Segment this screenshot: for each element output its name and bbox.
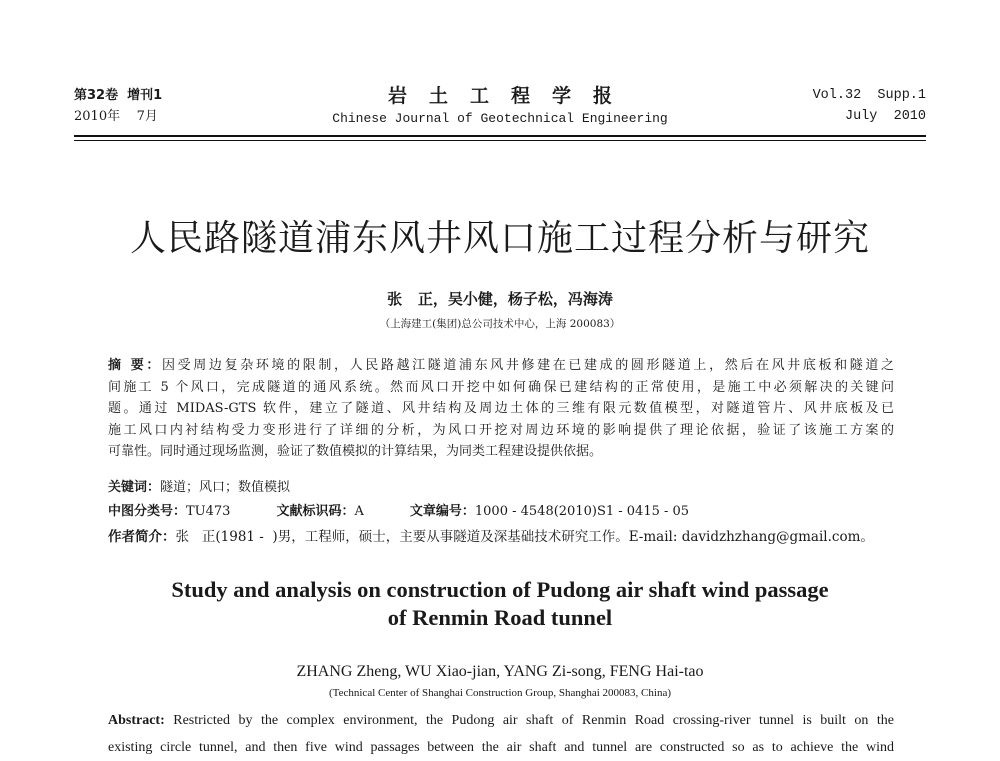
classification-line [108, 502, 908, 522]
authors-cn: 张 正，吴小健，杨子松，冯海涛 [387, 290, 613, 308]
author-bio-value: 张 正(1981 - )男，工程师，硕士，主要从事隧道及深基础技术研究工作。E-mail: davidzhzhang@gmail.com。 [175, 529, 874, 545]
paper-title-cn: 人民路隧道浦东风井风口施工过程分析与研究 [129, 218, 870, 259]
volume-cn: 第32卷 增刊1 [74, 88, 163, 103]
paper-title-en [0, 576, 1000, 632]
abstract-cn-line-2: 间施工 5 个风口，完成隧道的通风系统。然而风口开挖中如何确保已建结构的正常使用，是施工中必须解决的关键问 [108, 379, 894, 395]
abstract-en-label: Abstract: [108, 713, 165, 728]
abstract-cn-label: 摘 要： [108, 358, 163, 373]
volume-en: Vol.32 Supp.1 [812, 88, 926, 103]
journal-name-en-wrap [74, 107, 926, 129]
journal-header [74, 86, 926, 126]
date-cn: 2010年 7月 [74, 109, 158, 124]
header-rule-thick [74, 135, 926, 137]
abstract-en-line-1 [108, 707, 894, 734]
abstract-cn-line-1 [108, 355, 894, 377]
title-en-line-2: of Renmin Road tunnel [387, 605, 613, 630]
article-no-label: 文章编号： [409, 504, 475, 519]
abstract-cn-line-4: 施工风口内衬结构受力变形进行了详细的分析，为风口开挖对周边环境的影响提供了理论依据，验证了该施工方案的 [108, 422, 894, 438]
header-row-2 [74, 107, 926, 127]
affiliation-en: (Technical Center of Shanghai Construction Group, Shanghai 200083, China) [329, 687, 671, 699]
keywords-label: 关键词： [108, 480, 161, 495]
clc-value: TU473 [186, 504, 231, 519]
abstract-cn [108, 355, 894, 463]
journal-name-en: Chinese Journal of Geotechnical Engineering [332, 111, 668, 126]
doc-code-value: A [354, 504, 364, 519]
keywords-cn [108, 478, 908, 498]
abstract-en-line-2: existing circle tunnel, and then five wind passages between the air shaft and tunnel are constructed so as to achieve the wind [108, 740, 894, 755]
abstract-en [108, 707, 894, 761]
abstract-cn-line-3: 题。通过 MIDAS-GTS 软件，建立了隧道、风井结构及周边土体的三维有限元数值模型，对隧道管片、风井底板及已 [108, 401, 894, 416]
author-bio-label: 作者简介： [108, 529, 176, 545]
abstract-cn-text-1: 因受周边复杂环境的限制，人民路越江隧道浦东风井修建在已建成的圆形隧道上，然后在风井底板和隧道之 [162, 358, 894, 373]
doc-code-label: 文献标识码： [276, 504, 355, 519]
abstract-cn-line-5: 可靠性。同时通过现场监测，验证了数值模拟的计算结果，为同类工程建设提供依据。 [108, 444, 603, 459]
journal-name-cn: 岩土工程学报 [387, 85, 634, 107]
clc-label: 中图分类号： [108, 504, 187, 519]
affiliation-cn: （上海建工(集团)总公司技术中心，上海 200083） [379, 318, 621, 330]
header-row-1 [74, 86, 926, 106]
header-rule-thin [74, 140, 926, 141]
abstract-en-text-1: Restricted by the complex environment, the Pudong air shaft of Renmin Road crossing-river tunnel is built on the [164, 713, 894, 728]
title-en-line-1: Study and analysis on construction of Pudong air shaft wind passage [171, 577, 829, 602]
article-no-value: 1000 - 4548(2010)S1 - 0415 - 05 [474, 504, 690, 519]
authors-en: ZHANG Zheng, WU Xiao-jian, YANG Zi-song, FENG Hai-tao [296, 663, 704, 680]
keywords-value: 隧道；风口；数值模拟 [160, 480, 291, 495]
journal-name-cn-wrap [74, 86, 926, 107]
author-bio [108, 527, 908, 547]
date-en: July 2010 [844, 109, 926, 124]
